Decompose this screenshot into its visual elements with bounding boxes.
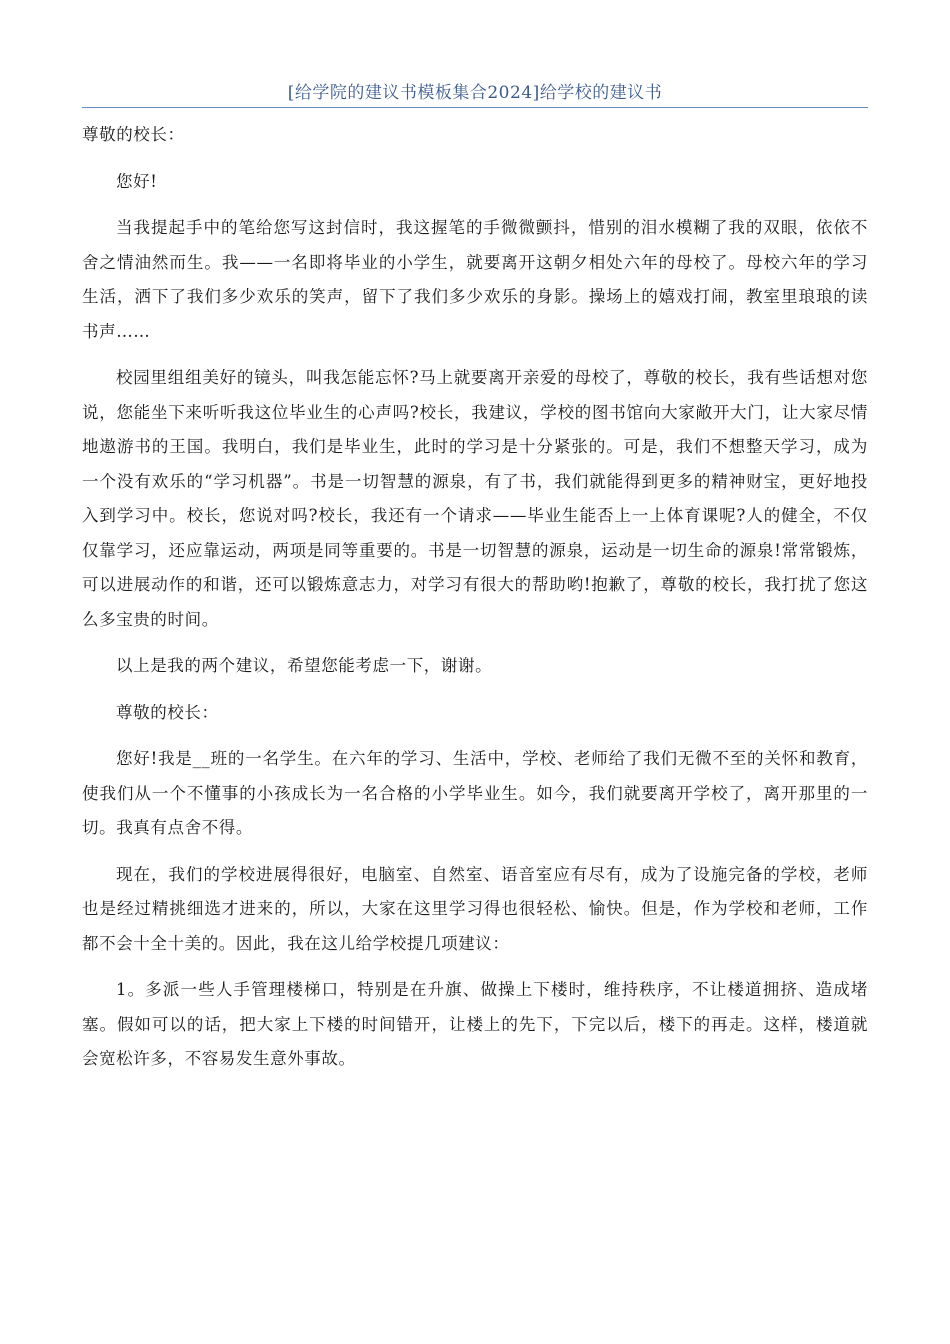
page-header: [给学院的建议书模板集合2024]给学校的建议书: [82, 78, 868, 108]
letter1-salutation: 尊敬的校长：: [82, 125, 185, 144]
letter1-paragraph-2: 校园里组组美好的镜头，叫我怎能忘怀?马上就要离开亲爱的母校了，尊敬的校长，我有些话想对您说，您能坐下来听听我这位毕业生的心声吗?校长，我建议，学校的图书馆向大家敞开大门，让大家尽情地遨游书的王国。我明白，我们是毕业生，此时的学习是十分紧张的。可是，我们不想整天学习，成为一个没有欢乐的“学习机器”。书是一切智慧的源泉，有了书，我们就能得到更多的精神财宝，更好地投入到学习中。校长，您说对吗?校长，我还有一个请求——毕业生能否上一上体育课呢?人的健全，不仅仅靠学习，还应靠运动，两项是同等重要的。书是一切智慧的源泉，运动是一切生命的源泉!常常锻炼，可以进展动作的和谐，还可以锻炼意志力，对学习有很大的帮助哟!抱歉了，尊敬的校长，我打扰了您这么多宝贵的时间。: [82, 368, 868, 629]
letter2-salutation: 尊敬的校长：: [116, 702, 219, 722]
letter1-closing: 以上是我的两个建议，希望您能考虑一下，谢谢。: [116, 656, 493, 675]
letter2-paragraph-2: 现在，我们的学校进展得很好，电脑室、自然室、语音室应有尽有，成为了设施完备的学校，老师也是经过精挑细选才进来的，所以，大家在这里学习得也很轻松、愉快。但是，作为学校和老师，工作都不会十全十美的。因此，我在这儿给学校提几项建议：: [82, 864, 868, 953]
letter1-paragraph-1: 当我提起手中的笔给您写这封信时，我这握笔的手微微颤抖，惜别的泪水模糊了我的双眼，依依不舍之情油然而生。我——一名即将毕业的小学生，就要离开这朝夕相处六年的母校了。母校六年的学习生活，洒下了我们多少欢乐的笑声，留下了我们多少欢乐的身影。操场上的嬉戏打闹，教室里琅琅的读书声……: [82, 218, 868, 341]
document-page: [82, 78, 868, 1089]
document-body: [82, 118, 868, 1077]
letter2-paragraph-1: 您好!我是__班的一名学生。在六年的学习、生活中，学校、老师给了我们无微不至的关怀和教育，使我们从一个不懂事的小孩成长为一名合格的小学毕业生。如今，我们就要离开学校了，离开那里的一切。我真有点舍不得。: [82, 749, 868, 837]
letter1-greeting: 您好!: [116, 171, 158, 191]
letter2-paragraph-3: 1。多派一些人手管理楼梯口，特别是在升旗、做操上下楼时，维持秩序，不让楼道拥挤、造成堵塞。假如可以的话，把大家上下楼的时间错开，让楼上的先下，下完以后，楼下的再走。这样，楼道就会宽松许多，不容易发生意外事故。: [82, 980, 868, 1068]
